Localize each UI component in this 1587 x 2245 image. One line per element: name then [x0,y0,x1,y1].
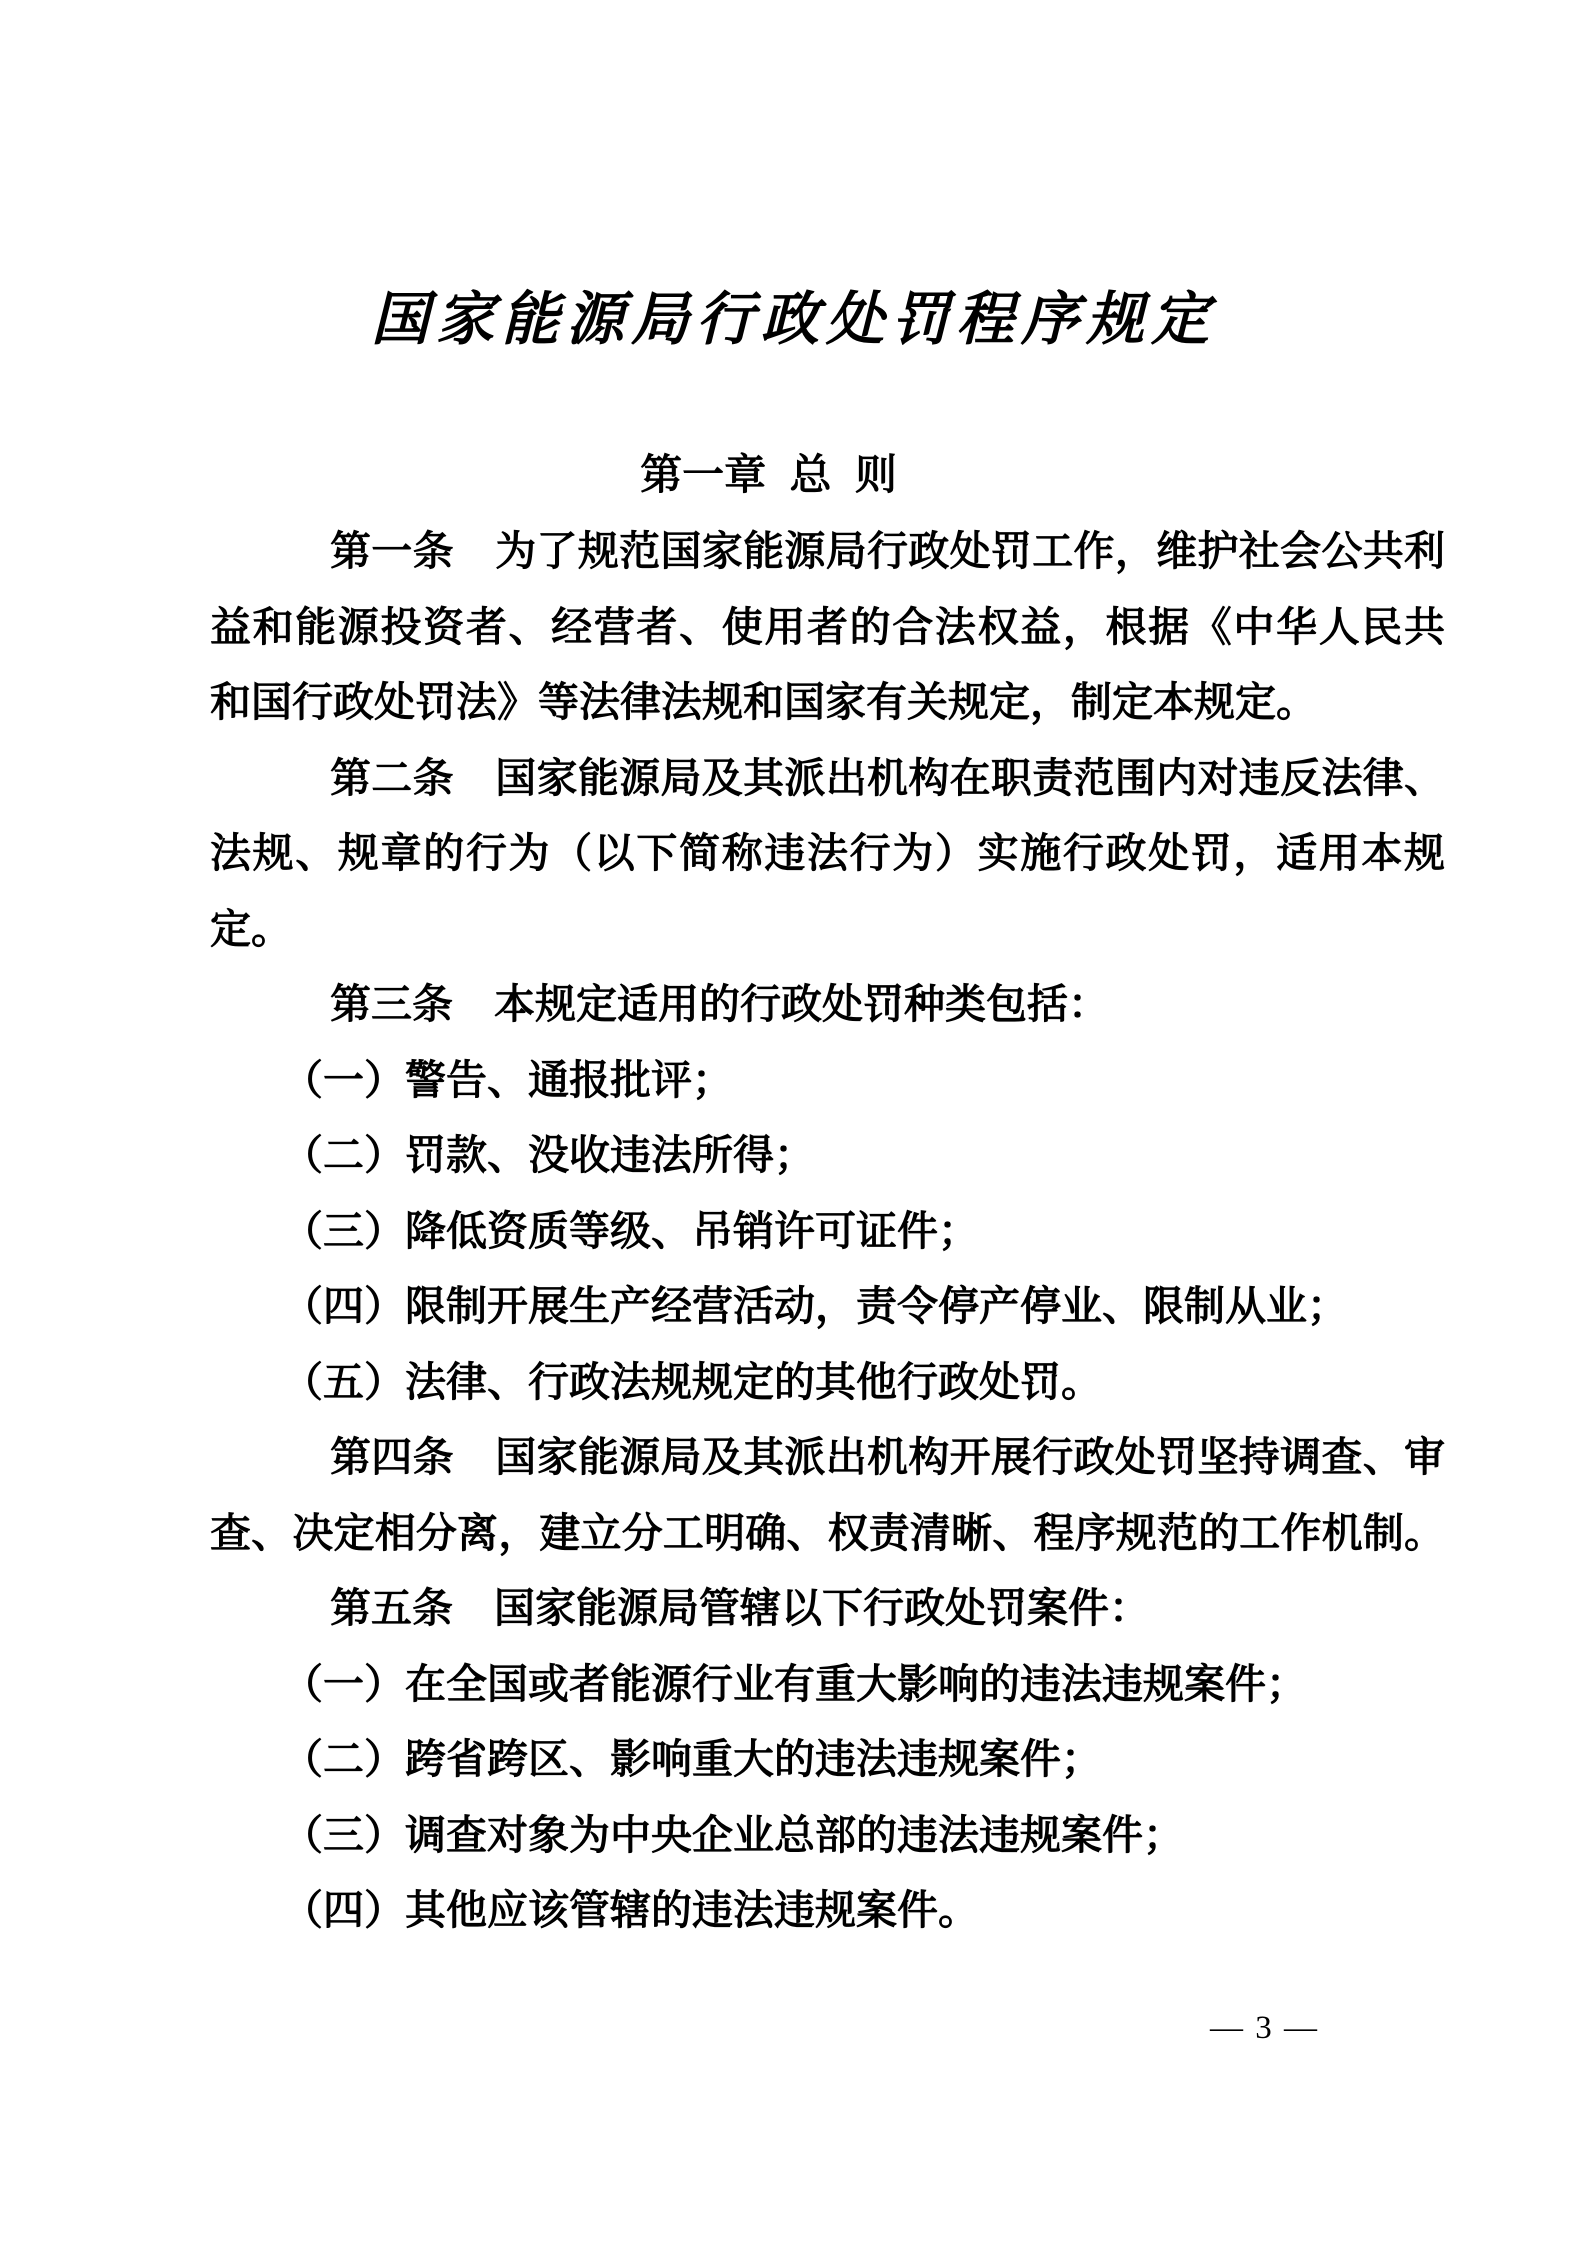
list-item-line [210,1043,1445,1119]
document-body [210,514,1445,1949]
line-text: （一）警告、通报批评； [282,1056,733,1103]
line-text: （三）调查对象为中央企业总部的违法违规案件； [282,1811,1184,1858]
list-item-line [210,1194,1445,1270]
line-text: 益和能源投资者、经营者、使用者的合法权益，根据《中华人民共 [210,603,1445,650]
list-item-line [210,1118,1445,1194]
list-item-line [210,1647,1445,1723]
line-text: （三）降低资质等级、吊销许可证件； [282,1207,979,1254]
document-line [210,1420,1445,1496]
article-label: 第四条 [330,1434,454,1480]
document-line [210,514,1445,590]
chapter-heading: 第一章 总 则 [640,451,897,498]
article-label: 第二条 [330,754,454,801]
document-line [210,741,1445,817]
line-text: （二）跨省跨区、影响重大的违法违规案件； [282,1736,1102,1782]
page-title: 国家能源局行政处罚程序规定 [370,287,1216,352]
line-text: 国家能源局及其派出机构开展行政处罚坚持调查、审 [453,1434,1446,1480]
article-label: 第一条 [330,528,454,574]
line-text: 国家能源局管辖以下行政处罚案件： [453,1585,1150,1631]
list-item-line [210,1722,1445,1798]
line-text: （四）其他应该管辖的违法违规案件。 [282,1887,979,1933]
line-text: （二）罚款、没收违法所得； [282,1132,815,1178]
page-number: — 3 — [1210,2010,1319,2046]
line-text: 和国行政处罚法》等法律法规和国家有关规定，制定本规定。 [210,679,1317,725]
document-line [210,892,1445,968]
line-text: （一）在全国或者能源行业有重大影响的违法违规案件； [282,1660,1307,1707]
line-text: 定。 [210,905,292,952]
line-text: 法规、规章的行为（以下简称违法行为）实施行政处罚，适用本规 [210,830,1445,876]
document-line [210,816,1445,892]
document-line [210,665,1445,741]
document-line [210,1496,1445,1572]
line-text: 国家能源局及其派出机构在职责范围内对违反法律、 [453,754,1446,801]
line-text: 为了规范国家能源局行政处罚工作，维护社会公共利 [453,528,1446,574]
article-label: 第五条 [330,1585,453,1631]
line-text: 本规定适用的行政处罚种类包括： [453,981,1109,1027]
list-item-line [210,1269,1445,1345]
article-label: 第三条 [330,981,453,1027]
line-text: （五）法律、行政法规规定的其他行政处罚。 [282,1358,1102,1405]
document-line [210,1571,1445,1647]
document-line [210,967,1445,1043]
list-item-line [210,1345,1445,1421]
list-item-line [210,1873,1445,1949]
list-item-line [210,1798,1445,1874]
document-line [210,590,1445,666]
line-text: 查、决定相分离，建立分工明确、权责清晰、程序规范的工作机制。 [210,1509,1445,1556]
line-text: （四）限制开展生产经营活动，责令停产停业、限制从业； [282,1283,1348,1329]
